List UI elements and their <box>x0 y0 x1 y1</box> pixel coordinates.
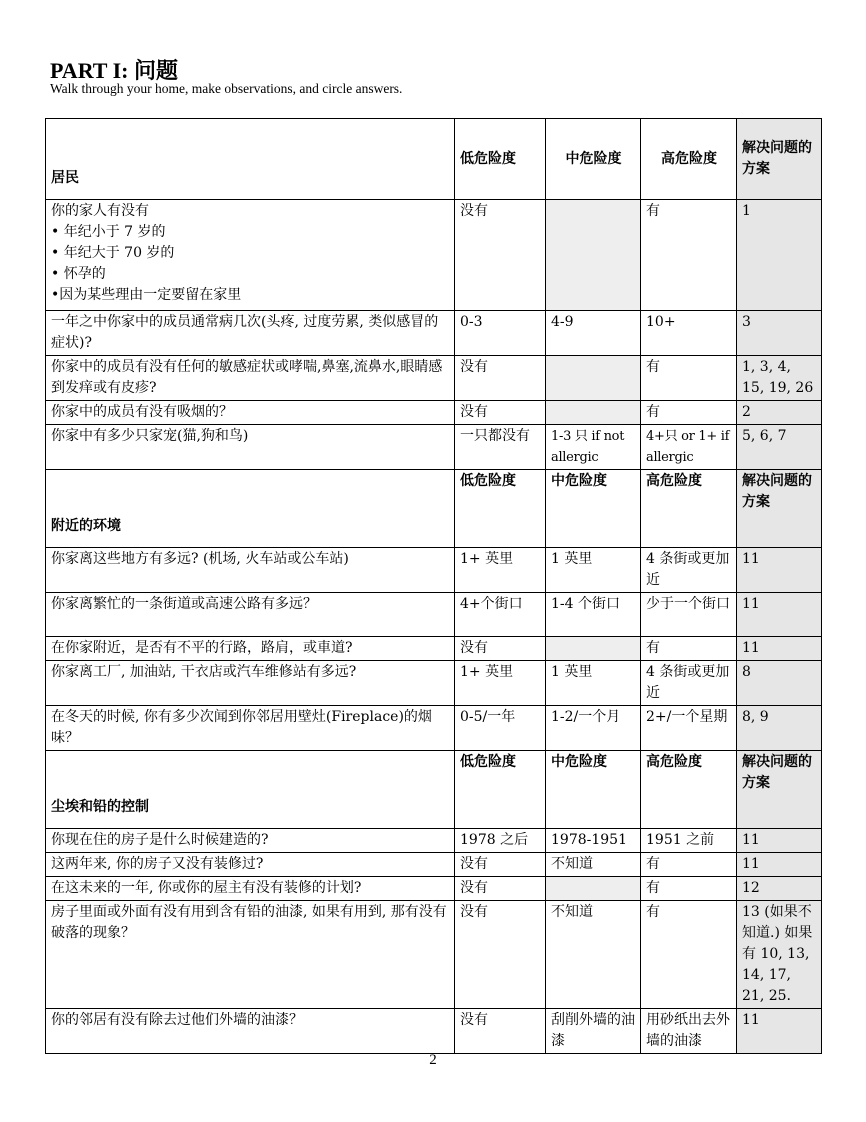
mid-risk-answer[interactable]: 刮削外墙的油漆 <box>546 1009 641 1054</box>
solution-ref: 13 (如果不知道.) 如果有 10, 13, 14, 17, 21, 25. <box>737 901 822 1009</box>
col-header-low-risk: 低危险度 <box>455 470 546 548</box>
table-row <box>46 356 822 401</box>
table-row <box>46 901 822 1009</box>
mid-risk-answer[interactable]: 1-3 只 if not allergic <box>546 425 641 470</box>
question-cell: 你的邻居有没有除去过他们外墙的油漆？ <box>46 1009 455 1054</box>
section-title: 居民 <box>46 119 455 200</box>
questionnaire-table <box>45 118 822 1054</box>
low-risk-answer[interactable]: 没有 <box>455 901 546 1009</box>
low-risk-answer[interactable]: 没有 <box>455 356 546 401</box>
high-risk-answer[interactable]: 少于一个街口 <box>641 593 737 637</box>
section-header-residents <box>46 119 822 200</box>
high-risk-answer[interactable]: 有 <box>641 901 737 1009</box>
solution-ref: 8 <box>737 661 822 706</box>
section-title: 附近的环境 <box>46 470 455 548</box>
high-risk-answer[interactable]: 10+ <box>641 311 737 356</box>
mid-risk-answer[interactable]: 1 英里 <box>546 661 641 706</box>
low-risk-answer[interactable]: 0-5/一年 <box>455 706 546 751</box>
low-risk-answer[interactable]: 1978 之后 <box>455 829 546 853</box>
table-row <box>46 200 822 311</box>
solution-ref: 8, 9 <box>737 706 822 751</box>
mid-risk-answer[interactable]: 1 英里 <box>546 548 641 593</box>
question-line: •因为某些理由一定要留在家里 <box>51 287 242 303</box>
high-risk-answer[interactable]: 有 <box>641 637 737 661</box>
question-line: 你的家人有没有 <box>51 203 149 219</box>
question-line: • 怀孕的 <box>51 266 106 282</box>
col-header-low-risk: 低危险度 <box>455 119 546 200</box>
table-row <box>46 877 822 901</box>
col-header-mid-risk: 中危险度 <box>546 119 641 200</box>
col-header-high-risk: 高危险度 <box>641 470 737 548</box>
high-risk-answer[interactable]: 1951 之前 <box>641 829 737 853</box>
high-risk-answer[interactable]: 4 条街或更加近 <box>641 661 737 706</box>
mid-risk-answer <box>546 356 641 401</box>
low-risk-answer[interactable]: 一只都没有 <box>455 425 546 470</box>
solution-ref: 3 <box>737 311 822 356</box>
high-risk-answer[interactable]: 有 <box>641 401 737 425</box>
table-row <box>46 706 822 751</box>
solution-ref: 11 <box>737 637 822 661</box>
question-cell: 你家中的成员有没有任何的敏感症状或哮喘,鼻塞,流鼻水,眼睛感到发痒或有皮疹? <box>46 356 455 401</box>
question-line: • 年纪小于 7 岁的 <box>51 224 166 240</box>
table-row <box>46 548 822 593</box>
section-header-dust-lead <box>46 751 822 829</box>
page-heading: PART I: 问题 <box>50 58 178 83</box>
question-cell: 一年之中你家中的成员通常病几次(头疼, 过度劳累, 类似感冒的症状)? <box>46 311 455 356</box>
mid-risk-answer <box>546 401 641 425</box>
high-risk-answer[interactable]: 有 <box>641 356 737 401</box>
solution-ref: 11 <box>737 548 822 593</box>
solution-ref: 5, 6, 7 <box>737 425 822 470</box>
page-instructions: Walk through your home, make observations, and circle answers. <box>50 81 403 96</box>
question-cell: 你家离繁忙的一条街道或高速公路有多远？ <box>46 593 455 637</box>
low-risk-answer[interactable]: 0-3 <box>455 311 546 356</box>
low-risk-answer[interactable]: 没有 <box>455 877 546 901</box>
low-risk-answer[interactable]: 没有 <box>455 401 546 425</box>
solution-ref: 1, 3, 4, 15, 19, 26 <box>737 356 822 401</box>
col-header-mid-risk: 中危险度 <box>546 470 641 548</box>
table-row <box>46 401 822 425</box>
col-header-solution: 解决问题的方案 <box>737 119 822 200</box>
col-header-solution: 解决问题的方案 <box>737 470 822 548</box>
solution-ref: 11 <box>737 829 822 853</box>
mid-risk-answer[interactable]: 1978-1951 <box>546 829 641 853</box>
table-row <box>46 593 822 637</box>
table-row <box>46 661 822 706</box>
low-risk-answer[interactable]: 4+个街口 <box>455 593 546 637</box>
mid-risk-answer[interactable]: 4-9 <box>546 311 641 356</box>
question-cell: 你现在住的房子是什么时候建造的? <box>46 829 455 853</box>
col-header-low-risk: 低危险度 <box>455 751 546 829</box>
high-risk-answer[interactable]: 4+只 or 1+ if allergic <box>641 425 737 470</box>
section-title: 尘埃和铅的控制 <box>46 751 455 829</box>
mid-risk-answer[interactable]: 1-4 个街口 <box>546 593 641 637</box>
question-cell: 在你家附近，是否有不平的行路，路肩，或車道? <box>46 637 455 661</box>
mid-risk-answer[interactable]: 不知道 <box>546 853 641 877</box>
high-risk-answer[interactable]: 用砂纸出去外墙的油漆 <box>641 1009 737 1054</box>
solution-ref: 1 <box>737 200 822 311</box>
mid-risk-answer <box>546 877 641 901</box>
question-cell: 你家中的成员有没有吸烟的？ <box>46 401 455 425</box>
high-risk-answer[interactable]: 有 <box>641 877 737 901</box>
section-header-environment <box>46 470 822 548</box>
low-risk-answer[interactable]: 没有 <box>455 1009 546 1054</box>
mid-risk-answer[interactable]: 1-2/一个月 <box>546 706 641 751</box>
question-cell: 你家离工厂, 加油站, 干衣店或汽车维修站有多远? <box>46 661 455 706</box>
page-number: 2 <box>429 1052 437 1068</box>
solution-ref: 11 <box>737 853 822 877</box>
question-cell: 在这未来的一年, 你或你的屋主有没有装修的计划? <box>46 877 455 901</box>
high-risk-answer[interactable]: 4 条街或更加近 <box>641 548 737 593</box>
col-header-mid-risk: 中危险度 <box>546 751 641 829</box>
table-row <box>46 853 822 877</box>
high-risk-answer[interactable]: 有 <box>641 200 737 311</box>
mid-risk-answer <box>546 637 641 661</box>
table-row <box>46 829 822 853</box>
high-risk-answer[interactable]: 有 <box>641 853 737 877</box>
table-row <box>46 311 822 356</box>
low-risk-answer[interactable]: 1+ 英里 <box>455 548 546 593</box>
col-header-high-risk: 高危险度 <box>641 119 737 200</box>
low-risk-answer[interactable]: 1+ 英里 <box>455 661 546 706</box>
col-header-solution: 解决问题的方案 <box>737 751 822 829</box>
question-cell: 在冬天的时候, 你有多少次闻到你邻居用壁灶(Fireplace)的烟味？ <box>46 706 455 751</box>
table-row <box>46 425 822 470</box>
question-cell: 这两年来, 你的房子又没有装修过? <box>46 853 455 877</box>
low-risk-answer[interactable]: 没有 <box>455 200 546 311</box>
solution-ref: 2 <box>737 401 822 425</box>
table-row <box>46 637 822 661</box>
solution-ref: 11 <box>737 1009 822 1054</box>
low-risk-answer[interactable]: 没有 <box>455 853 546 877</box>
col-header-high-risk: 高危险度 <box>641 751 737 829</box>
question-cell: 你家离这些地方有多远? (机场, 火车站或公车站) <box>46 548 455 593</box>
solution-ref: 12 <box>737 877 822 901</box>
low-risk-answer[interactable]: 没有 <box>455 637 546 661</box>
question-cell <box>46 200 455 311</box>
solution-ref: 11 <box>737 593 822 637</box>
question-cell: 你家中有多少只家宠(猫,狗和鸟) <box>46 425 455 470</box>
mid-risk-answer <box>546 200 641 311</box>
high-risk-answer[interactable]: 2+/一个星期 <box>641 706 737 751</box>
table-row <box>46 1009 822 1054</box>
question-line: • 年纪大于 70 岁的 <box>51 245 175 261</box>
mid-risk-answer[interactable]: 不知道 <box>546 901 641 1009</box>
question-cell: 房子里面或外面有没有用到含有铅的油漆, 如果有用到, 那有没有破落的现象？ <box>46 901 455 1009</box>
